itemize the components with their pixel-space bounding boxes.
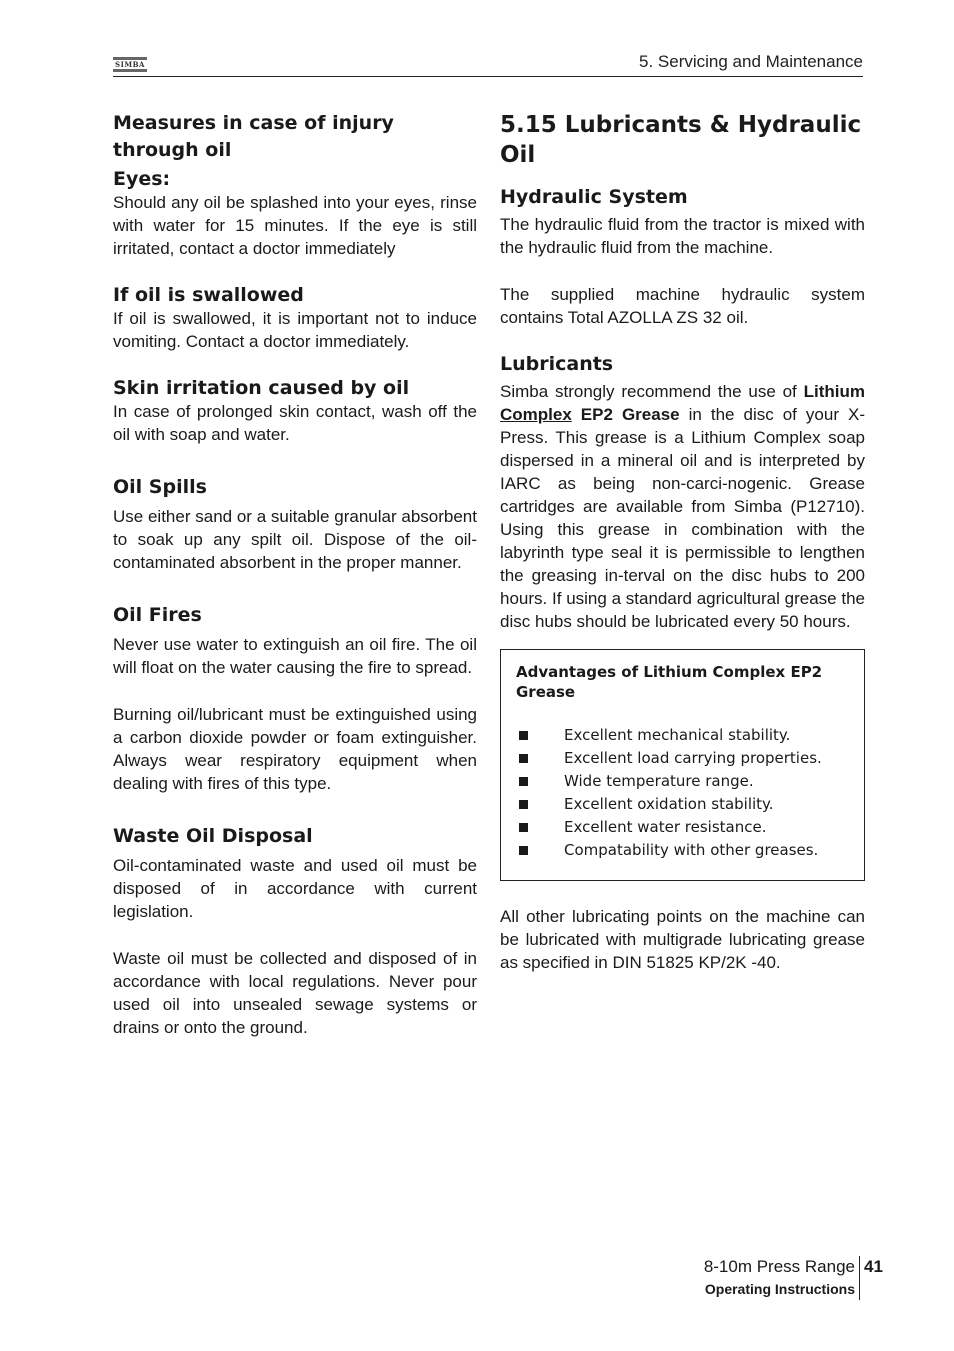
waste-heading: Waste Oil Disposal [113, 825, 313, 847]
list-item-text: Wide temperature range. [564, 772, 754, 790]
advantages-list [516, 724, 850, 862]
list-item [516, 724, 850, 747]
fires-text-1: Never use water to extinguish an oil fire. The oil will float on the water causing the fire to spread. [113, 635, 477, 677]
page-number: 41 [864, 1257, 883, 1276]
injury-heading: Measures in case of injury through oil [113, 112, 394, 161]
advantages-title: Advantages of Lithium Complex EP2 Grease [516, 663, 823, 701]
list-item-text: Excellent water resistance. [564, 818, 767, 836]
list-item-text: Compatability with other greases. [564, 841, 819, 859]
header-rule [113, 76, 863, 77]
list-item [516, 839, 850, 862]
right-column [500, 110, 865, 974]
logo-text: SIMBA [115, 59, 145, 69]
waste-text-1: Oil-contaminated waste and used oil must be disposed of in accordance with current legislation. [113, 856, 477, 921]
bullet-square-icon [519, 846, 528, 855]
lub-text-underline: Complex [500, 405, 572, 424]
hydraulic-text-2: The supplied machine hydraulic system contains Total AZOLLA ZS 32 oil. [500, 285, 865, 327]
bullet-square-icon [519, 731, 528, 740]
lubricants-heading: Lubricants [500, 353, 614, 375]
list-item-text: Excellent oxidation stability. [564, 795, 774, 813]
hydraulic-heading: Hydraulic System [500, 186, 688, 208]
footer-range: 8-10m Press Range [703, 1257, 855, 1276]
spills-heading: Oil Spills [113, 476, 207, 498]
bullet-square-icon [519, 754, 528, 763]
footer-subtitle: Operating Instructions [704, 1281, 855, 1297]
fires-text-2: Burning oil/lubricant must be extinguished using a carbon dioxide powder or foam extinguisher. Always wear respiratory equipment when dealing with fires of this type. [113, 705, 477, 793]
simba-logo [113, 55, 147, 73]
skin-text: In case of prolonged skin contact, wash off the oil with soap and water. [113, 402, 477, 444]
section-title: 5. Servicing and Maintenance [639, 52, 863, 71]
eyes-heading: Eyes: [113, 168, 171, 190]
skin-heading: Skin irritation caused by oil [113, 377, 410, 399]
main-heading: 5.15 Lubricants & Hydraulic Oil [500, 112, 862, 168]
logo-bar [113, 69, 147, 72]
waste-text-2: Waste oil must be collected and disposed of in accordance with local regulations. Never pour used oil into unsealed sewage systems or drains or onto the ground. [113, 949, 477, 1037]
eyes-text: Should any oil be splashed into your eyes, rinse with water for 15 minutes. If the eye is still irritated, contact a doctor immediately [113, 193, 477, 258]
list-item-text: Excellent mechanical stability. [564, 726, 791, 744]
lub-text-pre: Simba strongly recommend the use of [500, 382, 804, 401]
list-item [516, 747, 850, 770]
lubricants-text [500, 380, 865, 633]
list-item [516, 816, 850, 839]
lub-text-bold-2: EP2 Grease [571, 405, 680, 424]
list-item [516, 770, 850, 793]
spills-text: Use either sand or a suitable granular absorbent to soak up any spilt oil. Dispose of the oil-contaminated absorbent in the proper manner. [113, 507, 477, 572]
bullet-square-icon [519, 823, 528, 832]
bullet-square-icon [519, 777, 528, 786]
footer [704, 1256, 855, 1300]
list-item [516, 793, 850, 816]
list-item-text: Excellent load carrying properties. [564, 749, 822, 767]
advantages-box [500, 649, 865, 881]
swallowed-heading: If oil is swallowed [113, 284, 304, 306]
other-lubrication-text: All other lubricating points on the machine can be lubricated with multigrade lubricating grease as specified in DIN 51825 KP/2K -40. [500, 907, 865, 972]
bullet-square-icon [519, 800, 528, 809]
lub-text-bold-1: Lithium [803, 382, 865, 401]
footer-rule [859, 1256, 860, 1300]
lub-text-post: in the disc of your X-Press. This grease is a Lithium Complex soap dispersed in a mineral oil and is interpreted by IARC as being non-carci-nogenic. Grease cartridges are available from Simba (P12710). Using this grease in combination with the labyrinth type seal it is permissible to lengthen the greasing in-terval on the disc hubs to 200 hours. If using a standard agricultural grease the disc hubs should be lubricated every 50 hours. [500, 405, 865, 631]
swallowed-text: If oil is swallowed, it is important not to induce vomiting. Contact a doctor immediately. [113, 309, 477, 351]
left-column [113, 110, 477, 1039]
hydraulic-text-1: The hydraulic fluid from the tractor is mixed with the hydraulic fluid from the machine. [500, 215, 865, 257]
fires-heading: Oil Fires [113, 604, 202, 626]
